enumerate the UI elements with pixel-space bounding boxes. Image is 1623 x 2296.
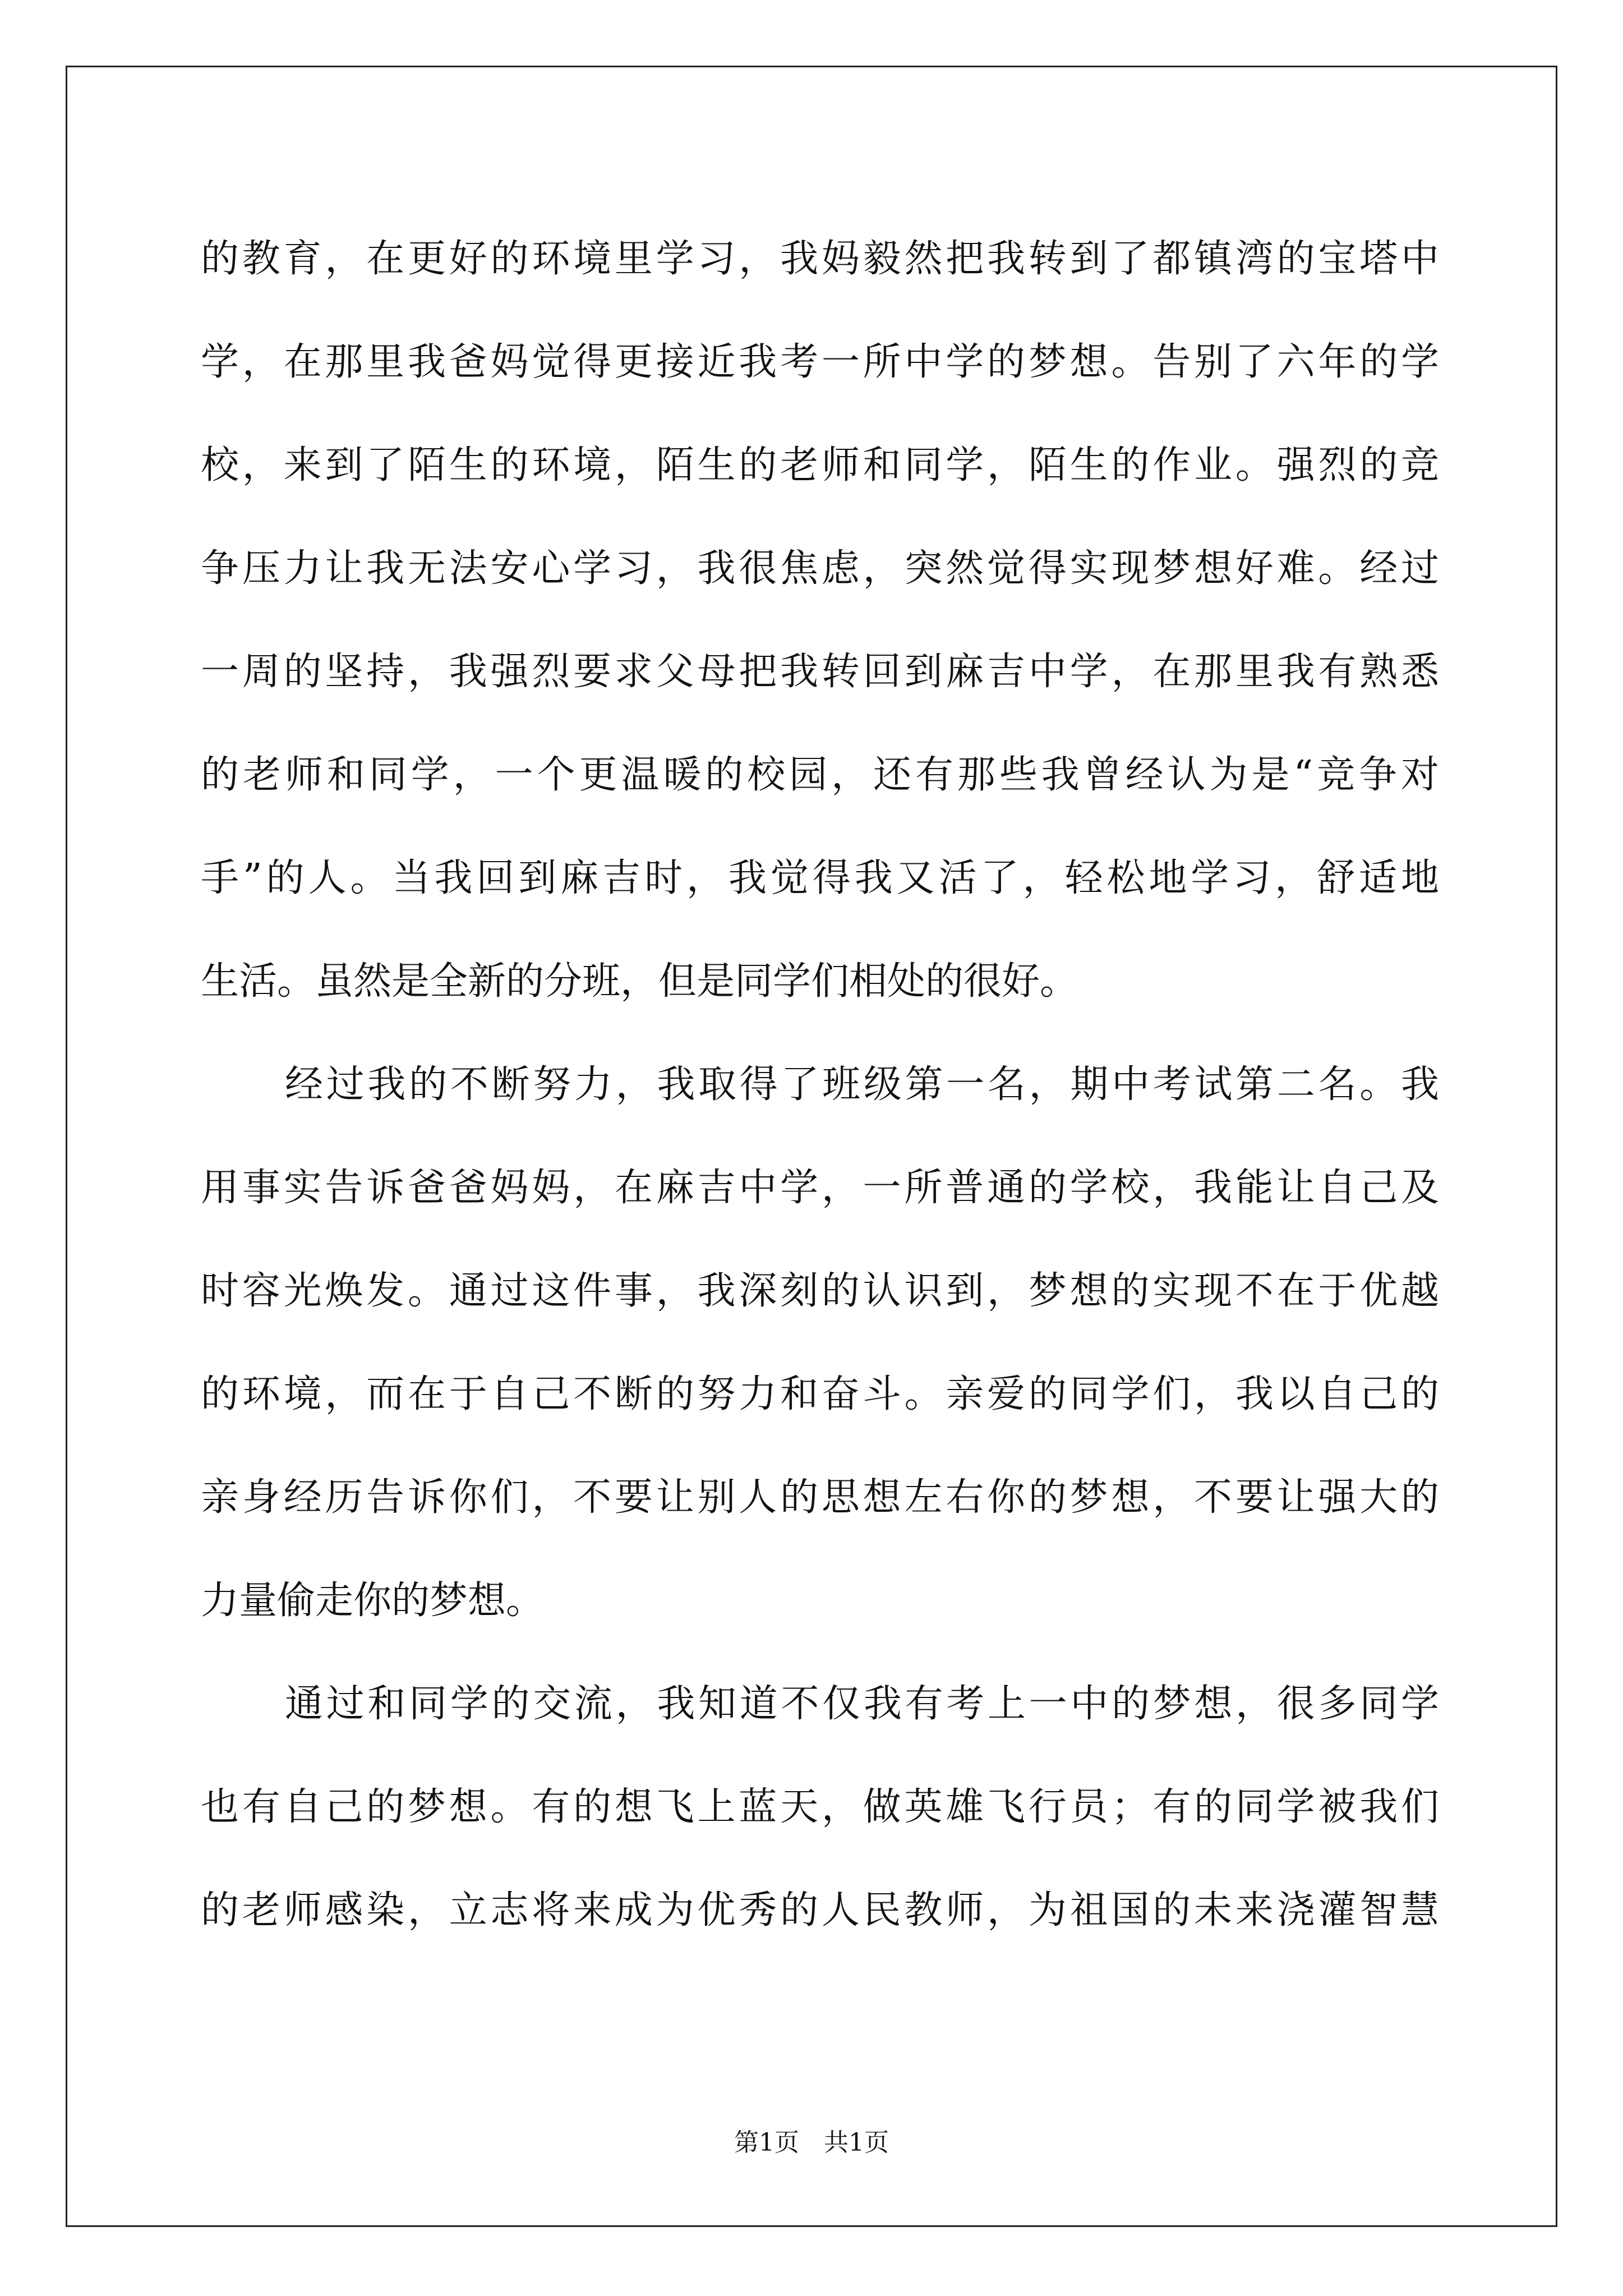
text-line: 亲身经历告诉你们，不要让别人的思想左右你的梦想，不要让强大的 <box>201 1475 1439 1520</box>
page-footer: 第1页 共1页 <box>734 2128 889 2157</box>
text-line: 也有自己的梦想。有的想飞上蓝天，做英雄飞行员；有的同学被我们 <box>201 1785 1439 1829</box>
text-line: 一周的坚持，我强烈要求父母把我转回到麻吉中学，在那里我有熟悉 <box>201 650 1439 694</box>
text-line: 争压力让我无法安心学习，我很焦虑，突然觉得实现梦想好难。经过 <box>201 546 1439 591</box>
text-line: 手”的人。当我回到麻吉时，我觉得我又活了，轻松地学习，舒适地 <box>201 856 1439 900</box>
text-line: 生活。虽然是全新的分班，但是同学们相处的很好。 <box>201 959 1078 1004</box>
text-line: 用事实告诉爸爸妈妈，在麻吉中学，一所普通的学校，我能让自己及 <box>201 1166 1439 1210</box>
text-line: 时容光焕发。通过这件事，我深刻的认识到，梦想的实现不在于优越 <box>201 1269 1439 1313</box>
text-line: 经过我的不断努力，我取得了班级第一名，期中考试第二名。我 <box>285 1062 1439 1107</box>
text-line: 的环境，而在于自己不断的努力和奋斗。亲爱的同学们，我以自己的 <box>201 1372 1439 1416</box>
text-line: 的教育，在更好的环境里学习，我妈毅然把我转到了都镇湾的宝塔中 <box>201 237 1439 281</box>
text-line: 的老师感染，立志将来成为优秀的人民教师，为祖国的未来浇灌智慧 <box>201 1888 1439 1932</box>
text-line: 学，在那里我爸妈觉得更接近我考一所中学的梦想。告别了六年的学 <box>201 340 1439 384</box>
document-body <box>201 208 1439 1962</box>
text-line: 力量偷走你的梦想。 <box>201 1579 545 1623</box>
text-line: 的老师和同学，一个更温暖的校园，还有那些我曾经认为是“竞争对 <box>201 753 1439 797</box>
text-line: 校，来到了陌生的环境，陌生的老师和同学，陌生的作业。强烈的竞 <box>201 443 1439 487</box>
text-line: 通过和同学的交流，我知道不仅我有考上一中的梦想，很多同学 <box>285 1682 1439 1726</box>
